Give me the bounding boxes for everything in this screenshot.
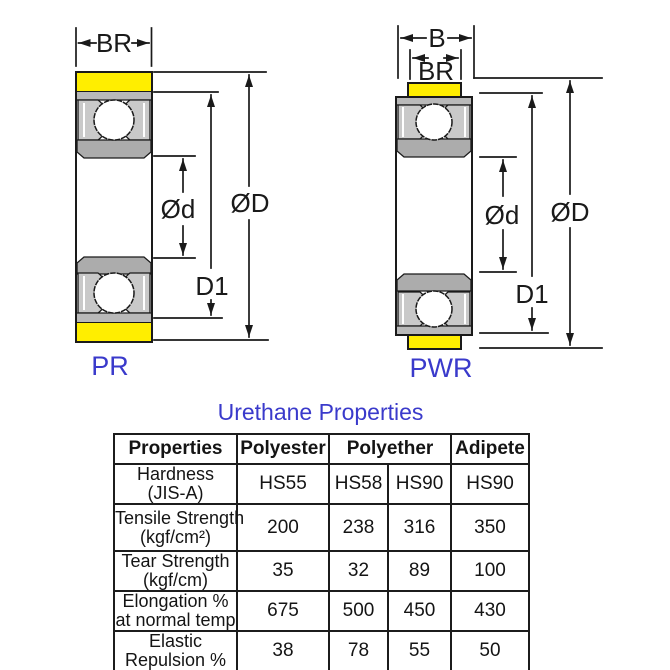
col-header-adipete: Adipete [451, 434, 529, 464]
table-row [114, 504, 529, 551]
value-cell: 50 [451, 631, 529, 670]
property-label: Elongation % at normal temp [115, 591, 236, 630]
value-cell: 35 [237, 551, 329, 591]
pwr-dim-label-od: ØD [550, 197, 590, 227]
table-row [114, 631, 529, 670]
table-row [114, 591, 529, 631]
col-header-polyether: Polyether [329, 434, 451, 464]
value-cell: 316 [388, 504, 451, 551]
value-cell: 89 [388, 551, 451, 591]
bearing-diagram-pwr [396, 23, 602, 383]
table-row [114, 464, 529, 504]
value-cell: 78 [329, 631, 388, 670]
pr-part-label: PR [91, 351, 129, 381]
pwr-dim-label-b: B [428, 23, 446, 53]
property-label: Tensile Strength (kgf/cm²) [114, 504, 237, 551]
table-header-row [114, 434, 529, 464]
value-cell: 55 [388, 631, 451, 670]
pr-dim-label-d1: D1 [195, 271, 229, 301]
pr-urethane-band-top [76, 72, 152, 92]
value-cell: HS90 [388, 464, 451, 504]
bearing-diagram-pr [76, 28, 270, 381]
value-cell: 100 [451, 551, 529, 591]
col-header-properties: Properties [114, 434, 237, 464]
pwr-inner-ring-bottom [397, 274, 471, 291]
pr-ball-bottom [94, 273, 134, 313]
pr-urethane-band-bottom [76, 322, 152, 342]
pr-dim-label-od: ØD [230, 188, 270, 218]
pr-inner-ring-top [77, 140, 151, 158]
pwr-dim-label-d1: D1 [515, 279, 549, 309]
value-cell: 38 [237, 631, 329, 670]
pwr-dim-label-bore: Ød [484, 200, 520, 230]
property-label: Elastic Repulsion % [114, 631, 237, 670]
property-label: Tear Strength (kgf/cm) [114, 551, 237, 591]
value-cell: HS58 [329, 464, 388, 504]
pr-dim-label-br: BR [95, 28, 133, 58]
pr-inner-ring-bottom [77, 257, 151, 274]
pwr-ball-top [416, 104, 452, 140]
table-title: Urethane Properties [217, 399, 424, 425]
pwr-urethane-band-bottom [408, 335, 461, 349]
pr-ball-top [94, 100, 134, 140]
value-cell: HS90 [451, 464, 529, 504]
pwr-ball-bottom [416, 291, 452, 327]
value-cell: 238 [329, 504, 388, 551]
table-row [114, 551, 529, 591]
value-cell: HS55 [237, 464, 329, 504]
urethane-properties-table [113, 433, 530, 670]
pwr-part-label: PWR [409, 353, 473, 383]
value-cell: 350 [451, 504, 529, 551]
pr-dim-label-bore: Ød [160, 194, 196, 224]
pwr-dim-label-br: BR [417, 56, 455, 86]
value-cell: 32 [329, 551, 388, 591]
col-header-polyester: Polyester [237, 434, 329, 464]
value-cell: 450 [388, 591, 451, 631]
value-cell: 430 [451, 591, 529, 631]
property-label: Hardness (JIS-A) [114, 464, 237, 504]
value-cell: 675 [237, 591, 329, 631]
value-cell: 500 [329, 591, 388, 631]
pwr-inner-ring-top [397, 139, 471, 157]
value-cell: 200 [237, 504, 329, 551]
